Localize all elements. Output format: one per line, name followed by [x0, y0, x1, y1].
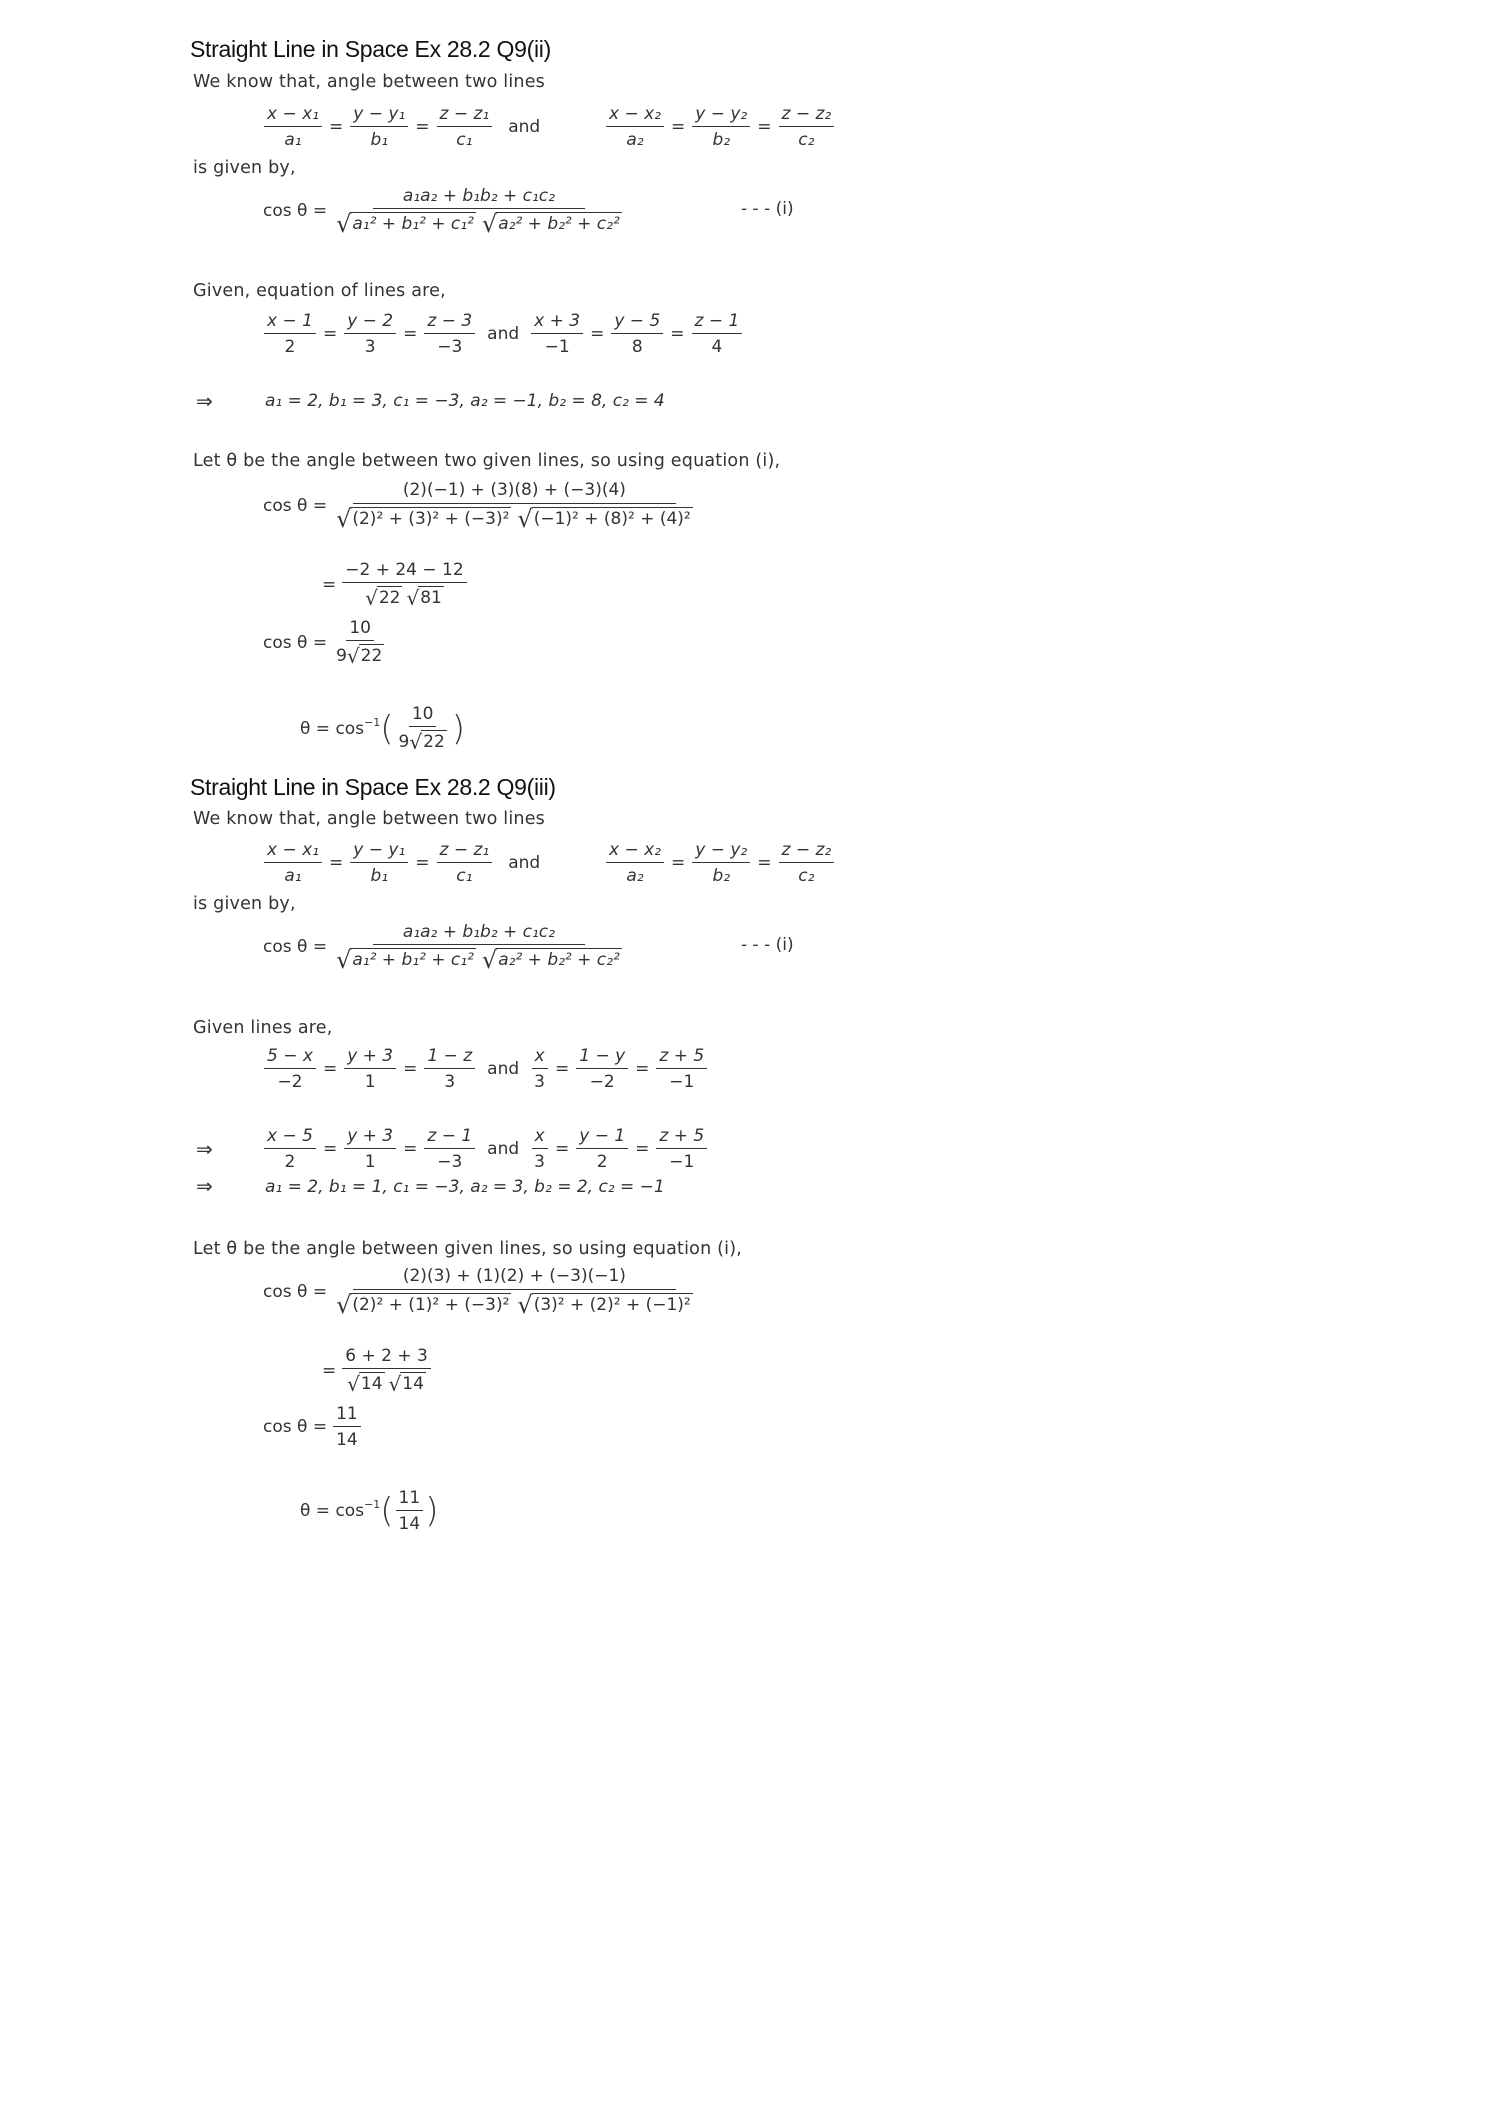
general-line-2: $\frac{\text{x − x₂}}{\text{a₂}}$ = $\frac{\text{y − y₂}}{\text{b₂}}$ = $\frac{\text{z − z₂}}{\text{c₂}}$ — [604, 104, 836, 150]
intro-text: We know that, angle between two lines — [193, 72, 545, 92]
intro-text: We know that, angle between two lines — [193, 809, 545, 829]
coefficients: a₁ = 2, b₁ = 3, c₁ = −3, a₂ = −1, b₂ = 8, c₂ = 4 — [265, 391, 665, 411]
general-line-1: $\frac{\text{x − x₁}}{\text{a₁}}$ = $\frac{\text{y − y₁}}{\text{b₁}}$ = $\frac{\text{z − z₁}}{\text{c₁}}$ and — [262, 104, 545, 150]
equation-tag: - - - (i) — [741, 199, 794, 219]
cos-step2: = 6 + 2 + 3 √ 14 √ 14 — [322, 1346, 433, 1396]
general-line-1: $\frac{\text{x − x₁}}{\text{a₁}}$ = $\frac{\text{y − y₁}}{\text{b₁}}$ = $\frac{\text{z − z₁}}{\text{c₁}}$ and — [262, 840, 545, 886]
let-text: Let θ be the angle between given lines, so using equation (i), — [193, 1239, 743, 1259]
general-line-2: $\frac{\text{x − x₂}}{\text{a₂}}$ = $\frac{\text{y − y₂}}{\text{b₂}}$ = $\frac{\text{z − z₂}}{\text{c₂}}$ — [604, 840, 836, 886]
equation-tag: - - - (i) — [741, 935, 794, 955]
implies-arrow: ⇒ — [196, 1174, 213, 1198]
cos-substituted: cos θ = (2)(−1) + (3)(8) + (−3)(4) √ (2)² + (3)² + (−3)² √ (−1)² + (8)² + (4)² — [263, 480, 691, 533]
implies-arrow: ⇒ — [196, 1137, 213, 1161]
let-text: Let θ be the angle between two given lines, so using equation (i), — [193, 451, 781, 471]
section-title: Straight Line in Space Ex 28.2 Q9(ii) — [190, 36, 551, 62]
theta-result: θ = cos $^{-1}$ ( $\frac{11}{14}$ ) — [300, 1488, 439, 1534]
cos-result: cos θ = 10 9 √ 22 — [263, 618, 383, 668]
given-label: Given, equation of lines are, — [193, 281, 446, 301]
given-by-text: is given by, — [193, 158, 296, 178]
cos-step2: = −2 + 24 − 12 √ 22 √ 81 — [322, 560, 469, 610]
coefficients: a₁ = 2, b₁ = 1, c₁ = −3, a₂ = 3, b₂ = 2, c₂ = −1 — [265, 1177, 665, 1197]
cos-substituted: cos θ = (2)(3) + (1)(2) + (−3)(−1) √ (2)² + (1)² + (−3)² √ (3)² + (2)² + (−1)² — [263, 1266, 691, 1319]
cos-formula: cos θ = a₁a₂ + b₁b₂ + c₁c₂ √ a₁² + b₁² + c₁² √ a₂² + b₂² + c₂² — [263, 922, 620, 974]
implies-arrow: ⇒ — [196, 389, 213, 413]
theta-result: θ = cos $^{-1}$ ( 10 9 √ 22 ) — [300, 704, 466, 754]
given-lines: $\frac{5 - x}{-2}$ = $\frac{y + 3}{1}$ = $\frac{1 - z}{3}$ and $\frac{x}{3}$ = $\frac{1 - y}{-2}$ = $\frac{z + 5}{-1}$ — [262, 1046, 709, 1092]
given-lines: $\frac{x - 1}{2}$ = $\frac{y - 2}{3}$ = $\frac{z - 3}{-3}$ and $\frac{x + 3}{-1}$ = $\frac{y - 5}{8}$ = $\frac{z - 1}{4}$ — [262, 311, 744, 357]
given-by-text: is given by, — [193, 894, 296, 914]
cos-formula: cos θ = a₁a₂ + b₁b₂ + c₁c₂ √ a₁² + b₁² + c₁² √ a₂² + b₂² + c₂² — [263, 186, 620, 238]
given-label: Given lines are, — [193, 1018, 333, 1038]
rewritten-lines: $\frac{x - 5}{2}$ = $\frac{y + 3}{1}$ = $\frac{z - 1}{-3}$ and $\frac{x}{3}$ = $\frac{y - 1}{2}$ = $\frac{z + 5}{-1}$ — [262, 1126, 709, 1172]
section-title: Straight Line in Space Ex 28.2 Q9(iii) — [190, 774, 556, 800]
cos-result: cos θ = $\frac{11}{14}$ — [263, 1404, 363, 1450]
